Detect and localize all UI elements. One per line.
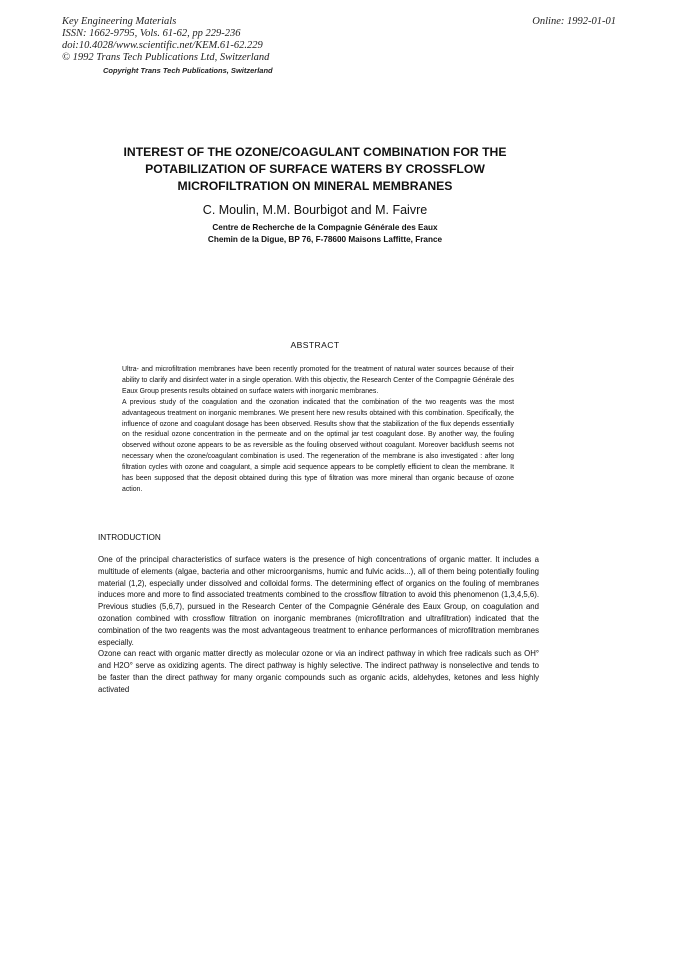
abstract-heading: ABSTRACT — [290, 340, 340, 350]
introduction-text — [98, 554, 539, 696]
affiliation — [60, 222, 590, 246]
title-line: INTEREST OF THE OZONE/COAGULANT COMBINATION FOR THE — [123, 145, 507, 159]
abstract-paragraph: A previous study of the coagulation and the ozonation indicated that the combination of the two reagents was the most advantageous treatment on inorganic membranes. We present here new results obtained with this combination. Specifically, the influence of ozone and coagulant dosage has been observed. Results show that the stabilization of the flux depends essentially on the residual ozone concentration in the permeate and on the optimal jar test coagulant dose. By another way, the fouling observed without ozone appears to be as reversible as the fouling observed without coagulant. Moreover backflush seems not necessary when the ozone/coagulant combination is used. The regeneration of the membrane is also investigated : after long filtration cycles with ozone and coagulant, a simple acid sequence appears to be completly efficient to clean the membrane. It has been supposed that the deposit obtained during this type of filtration was more mineral than organic because of ozone action. — [122, 398, 514, 493]
title-line: POTABILIZATION OF SURFACE WATERS BY CROSSFLOW — [145, 162, 485, 176]
copyright-line: © 1992 Trans Tech Publications Ltd, Switzerland — [62, 52, 270, 63]
citation-header — [62, 16, 269, 64]
body-paragraph: One of the principal characteristics of surface waters is the presence of high concentrations of organic matter. It includes a multitude of elements (algae, bacteria and other microorganisms, humic and fulvic acids...), all of them being potentially fouling material (1,2), especially under dissolved and colloidal forms. The determining effect of organics on the fouling of membranes induces more and more to find associated treatments combined to the crossflow filtration to avoid this phenomenon (1,3,4,5,6). Previous studies (5,6,7), pursued in the Research Center of the Compagnie Générale des Eaux Group, on coagulation and ozonation combined with crossflow filtration on inorganic membranes (microfiltration and ultrafiltration) indicated that the combination of the two reagents was the most advantageous treatment to enhance performances of microfiltration membranes especially. — [98, 555, 539, 647]
authors: C. Moulin, M.M. Bourbigot and M. Faivre — [202, 203, 428, 217]
journal-name: Key Engineering Materials — [62, 16, 177, 27]
doi-line[interactable]: doi:10.4028/www.scientific.net/KEM.61-62.229 — [62, 40, 263, 51]
issn-line: ISSN: 1662-9795, Vols. 61-62, pp 229-236 — [62, 28, 241, 39]
abstract-text — [122, 365, 514, 496]
affiliation-line: Chemin de la Digue, BP 76, F-78600 Maisons Laffitte, France — [207, 235, 443, 244]
affiliation-line: Centre de Recherche de la Compagnie Générale des Eaux — [212, 223, 438, 232]
introduction-heading: INTRODUCTION — [98, 533, 161, 542]
paper-title — [60, 144, 570, 195]
title-line: MICROFILTRATION ON MINERAL MEMBRANES — [177, 179, 453, 193]
online-date: Online: 1992-01-01 — [532, 16, 616, 27]
copyright-notice: Copyright Trans Tech Publications, Switzerland — [103, 66, 273, 75]
abstract-paragraph: Ultra- and microfiltration membranes have been recently promoted for the treatment of natural water sources because of their ability to clarify and disinfect water in a single operation. With this objectiv, the Research Center of the Compagnie Générale des Eaux Group presents results obtained on surface waters with inorganic membranes. — [122, 366, 514, 395]
body-paragraph: Ozone can react with organic matter directly as molecular ozone or via an indirect pathway in which free radicals such as OH° and H2O° serve as oxidizing agents. The direct pathway is highly selective. The indirect pathway is nonselective and tends to be faster than the direct pathway for many organic compounds such as organic acids, aldehydes, ketones and less highly activated — [98, 649, 539, 694]
